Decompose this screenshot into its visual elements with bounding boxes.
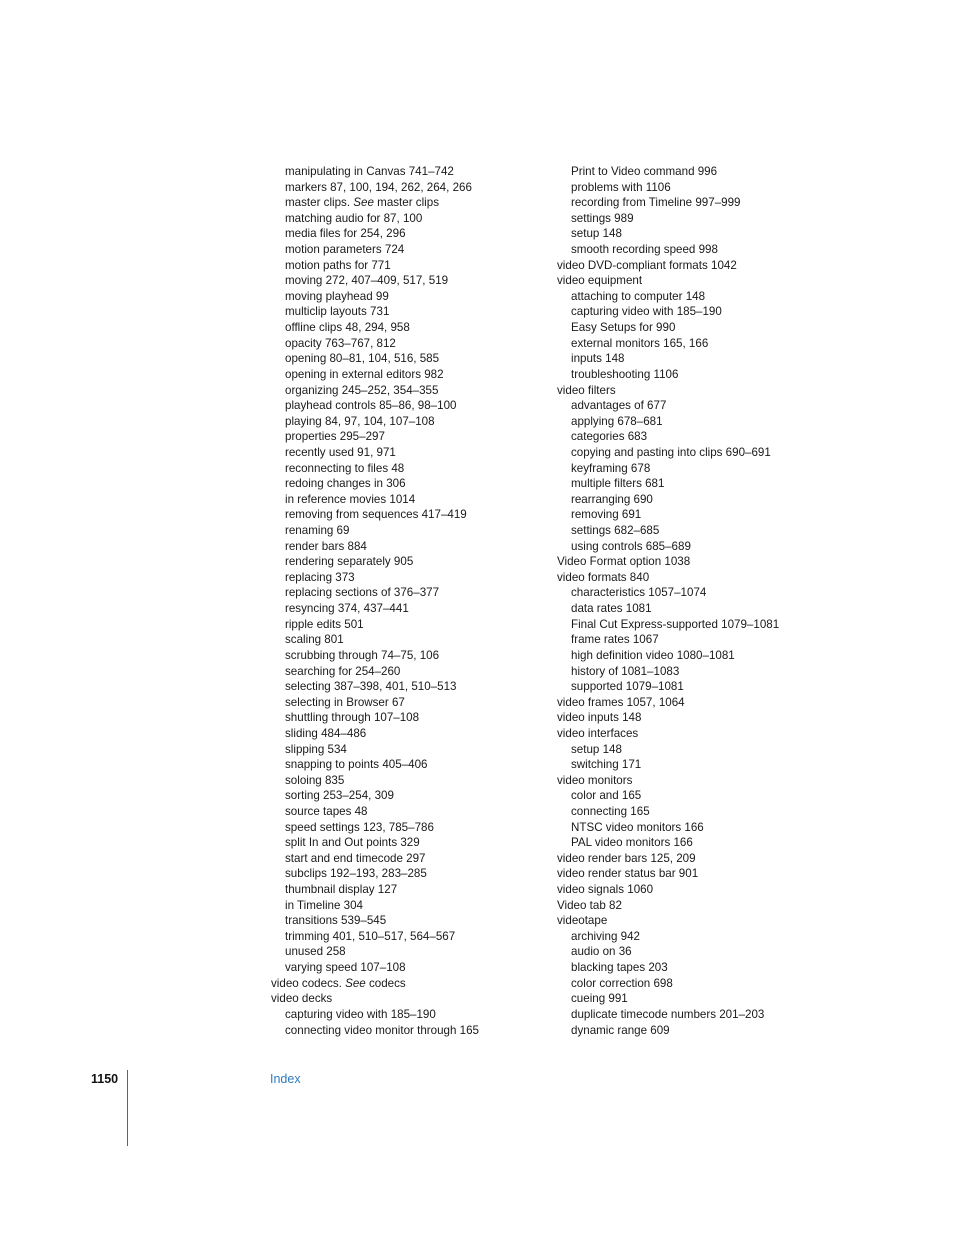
index-subentry: opening 80–81, 104, 516, 585: [285, 352, 440, 366]
index-subentry: capturing video with 185–190: [285, 1007, 436, 1021]
index-subentry: inputs 148: [571, 352, 625, 366]
index-subentry: playhead controls 85–86, 98–100: [285, 399, 457, 413]
index-subentry: thumbnail display 127: [285, 883, 398, 897]
index-subentry: external monitors 165, 166: [571, 336, 709, 350]
index-subentry: opening in external editors 982: [285, 367, 444, 381]
index-subentry: NTSC video monitors 166: [571, 820, 704, 834]
index-subentry: slipping 534: [285, 742, 347, 756]
page-number: 1150: [91, 1072, 119, 1086]
index-subentry: trimming 401, 510–517, 564–567: [285, 929, 456, 943]
index-subentry: snapping to points 405–406: [285, 758, 428, 772]
index-subentry: speed settings 123, 785–786: [285, 820, 434, 834]
index-subentry: smooth recording speed 998: [571, 243, 718, 257]
index-subentry: manipulating in Canvas 741–742: [285, 165, 454, 178]
index-subentry: applying 678–681: [571, 414, 663, 428]
index-subentry: moving playhead 99: [285, 289, 389, 303]
index-subentry: color and 165: [571, 789, 642, 803]
index-subentry: split In and Out points 329: [285, 836, 420, 850]
index-subentry: sorting 253–254, 309: [285, 789, 394, 803]
index-entry: video frames 1057, 1064: [557, 695, 685, 709]
index-subentry: markers 87, 100, 194, 262, 264, 266: [285, 180, 472, 194]
index-subentry: capturing video with 185–190: [571, 305, 722, 319]
index-subentry: motion parameters 724: [285, 243, 405, 257]
index-subentry: shuttling through 107–108: [285, 711, 420, 725]
index-subentry: PAL video monitors 166: [571, 836, 693, 850]
index-subentry: switching 171: [571, 758, 642, 772]
index-entry: video render bars 125, 209: [557, 851, 696, 865]
index-subentry: in Timeline 304: [285, 898, 363, 912]
index-subentry: settings 989: [571, 211, 634, 225]
index-subentry: recording from Timeline 997–999: [571, 196, 741, 210]
index-subentry: soloing 835: [285, 773, 345, 787]
index-subentry: color correction 698: [571, 976, 673, 990]
index-entry: video interfaces: [557, 726, 639, 740]
index-entry: video equipment: [557, 274, 643, 288]
index-subentry: reconnecting to files 48: [285, 461, 405, 475]
index-subentry: multiclip layouts 731: [285, 305, 390, 319]
index-subentry: cueing 991: [571, 992, 628, 1006]
index-subentry: archiving 942: [571, 929, 640, 943]
index-subentry: scrubbing through 74–75, 106: [285, 648, 440, 662]
section-title: Index: [270, 1072, 301, 1086]
index-subentry: moving 272, 407–409, 517, 519: [285, 274, 449, 288]
index-column-right: [557, 164, 817, 1038]
index-entry: video monitors: [557, 773, 633, 787]
index-subentry: [271, 195, 541, 211]
index-subentry: searching for 254–260: [285, 664, 401, 678]
index-entry: Video tab 82: [557, 898, 622, 912]
index-entry: video inputs 148: [557, 711, 642, 725]
index-subentry: selecting 387–398, 401, 510–513: [285, 680, 457, 694]
index-entry: [271, 976, 541, 992]
index-subentry: setup 148: [571, 227, 622, 241]
entry-term: master clips.: [285, 196, 354, 210]
see-reference: See: [353, 196, 374, 210]
index-subentry: Print to Video command 996: [571, 165, 718, 178]
index-subentry: ripple edits 501: [285, 617, 364, 631]
index-subentry: blacking tapes 203: [571, 961, 668, 975]
index-entry: video filters: [557, 383, 616, 397]
index-subentry: selecting in Browser 67: [285, 695, 405, 709]
index-subentry: duplicate timecode numbers 201–203: [571, 1007, 765, 1021]
index-subentry: removing from sequences 417–419: [285, 508, 467, 522]
index-subentry: resyncing 374, 437–441: [285, 602, 409, 616]
index-subentry: settings 682–685: [571, 524, 660, 538]
index-subentry: removing 691: [571, 508, 642, 522]
index-subentry: using controls 685–689: [571, 539, 691, 553]
index-subentry: connecting 165: [571, 804, 650, 818]
index-subentry: render bars 884: [285, 539, 367, 553]
index-subentry: connecting video monitor through 165: [285, 1023, 480, 1037]
entry-term: video codecs.: [271, 976, 346, 990]
index-subentry: sliding 484–486: [285, 726, 367, 740]
index-subentry: advantages of 677: [571, 399, 667, 413]
index-subentry: replacing sections of 376–377: [285, 586, 440, 600]
index-subentry: properties 295–297: [285, 430, 385, 444]
index-subentry: characteristics 1057–1074: [571, 586, 707, 600]
index-subentry: recently used 91, 971: [285, 445, 396, 459]
index-subentry: troubleshooting 1106: [571, 367, 679, 381]
see-reference: See: [345, 976, 366, 990]
footer-divider: [127, 1070, 128, 1146]
index-subentry: in reference movies 1014: [285, 492, 416, 506]
index-subentry: matching audio for 87, 100: [285, 211, 423, 225]
index-entry: Video Format option 1038: [557, 555, 691, 569]
index-subentry: opacity 763–767, 812: [285, 336, 396, 350]
index-subentry: motion paths for 771: [285, 258, 391, 272]
index-subentry: multiple filters 681: [571, 477, 665, 491]
index-subentry: dynamic range 609: [571, 1023, 670, 1037]
index-subentry: high definition video 1080–1081: [571, 648, 735, 662]
index-subentry: rearranging 690: [571, 492, 653, 506]
index-subentry: setup 148: [571, 742, 622, 756]
index-subentry: redoing changes in 306: [285, 477, 406, 491]
reference-target: codecs: [365, 976, 406, 990]
index-entry: video signals 1060: [557, 883, 654, 897]
index-subentry: attaching to computer 148: [571, 289, 706, 303]
index-subentry: frame rates 1067: [571, 633, 659, 647]
index-entry: video DVD-compliant formats 1042: [557, 258, 737, 272]
index-subentry: subclips 192–193, 283–285: [285, 867, 427, 881]
index-subentry: unused 258: [285, 945, 346, 959]
index-subentry: scaling 801: [285, 633, 344, 647]
reference-target: master clips: [373, 196, 440, 210]
index-subentry: replacing 373: [285, 570, 355, 584]
index-subentry: keyframing 678: [571, 461, 651, 475]
index-subentry: source tapes 48: [285, 804, 368, 818]
index-subentry: organizing 245–252, 354–355: [285, 383, 439, 397]
index-subentry: copying and pasting into clips 690–691: [571, 445, 771, 459]
index-column-left: [271, 164, 541, 1038]
index-subentry: categories 683: [571, 430, 648, 444]
index-subentry: media files for 254, 296: [285, 227, 406, 241]
index-subentry: Final Cut Express-supported 1079–1081: [571, 617, 780, 631]
index-entry: videotape: [557, 914, 608, 928]
index-subentry: data rates 1081: [571, 602, 652, 616]
index-subentry: varying speed 107–108: [285, 961, 406, 975]
index-subentry: problems with 1106: [571, 180, 671, 194]
index-subentry: history of 1081–1083: [571, 664, 680, 678]
index-entry: video decks: [271, 992, 333, 1006]
index-subentry: renaming 69: [285, 524, 350, 538]
index-subentry: start and end timecode 297: [285, 851, 426, 865]
index-entry: video formats 840: [557, 570, 650, 584]
index-subentry: playing 84, 97, 104, 107–108: [285, 414, 435, 428]
index-subentry: transitions 539–545: [285, 914, 387, 928]
index-subentry: audio on 36: [571, 945, 632, 959]
index-subentry: supported 1079–1081: [571, 680, 684, 694]
index-subentry: Easy Setups for 990: [571, 321, 676, 335]
index-subentry: rendering separately 905: [285, 555, 414, 569]
index-subentry: offline clips 48, 294, 958: [285, 321, 410, 335]
index-entry: video render status bar 901: [557, 867, 699, 881]
